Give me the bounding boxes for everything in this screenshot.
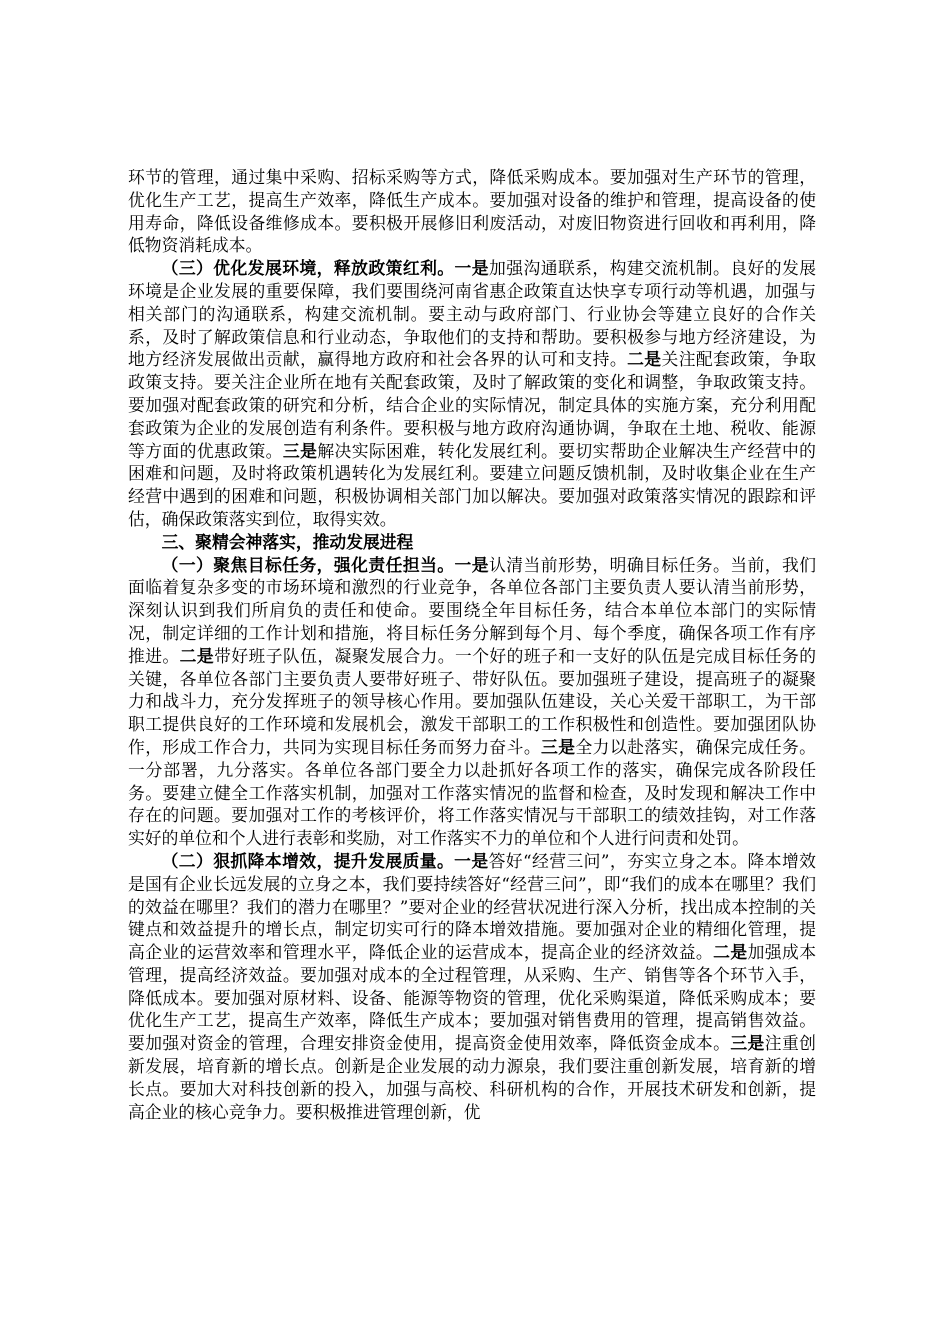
bold-text-run: 二是: [179, 645, 215, 666]
text-run: 解决实际困难，转化发展红利。要切实帮助企业解决生产经营中的困难和问题，及时将政策机遇转化为发展红利。要建立问题反馈机制，及时收集企业在生产经营中遇到的困难和问题，积极协调相关部门加以解决。要加强对政策落实情况的跟踪和评估，确保政策落实到位，取得实效。: [128, 440, 816, 529]
text-run: 环节的管理，通过集中采购、招标采购等方式，降低采购成本。要加强对生产环节的管理，优化生产工艺，提高生产效率，降低生产成本。要加强对设备的维护和管理，提高设备的使用寿命，降低设备维修成本。要积极开展修旧利废活动，对废旧物资进行回收和再利用，降低物资消耗成本。: [128, 167, 816, 256]
text-run: 带好班子队伍，凝聚发展合力。一个好的班子和一支好的队伍是完成目标任务的关键，各单位各部门主要负责人要带好班子、带好队伍。要加强班子建设，提高班子的凝聚力和战斗力，充分发挥班子的领导核心作用。要加强队伍建设，关心关爱干部职工，为干部职工提供良好的工作环境和发展机会，激发干部职工的工作积极性和创造性。要加强团队协作，形成工作合力，共同为实现目标任务而努力奋斗。: [128, 645, 816, 757]
paragraph: [128, 166, 816, 257]
paragraph: [128, 850, 816, 1124]
text-run: 答好“经营三问”，夯实立身之本。降本增效是国有企业长远发展的立身之本，我们要持续答好“经营三问”，即“我们的成本在哪里？我们的效益在哪里？我们的潜力在哪里？”要对企业的经营状况进行深入分析，找出成本控制的关键点和效益提升的增长点，制定切实可行的降本增效措施。要加强对企业的精细化管理，提高企业的运营效率和管理水平，降低企业的运营成本，提高企业的经济效益。: [128, 850, 816, 963]
bold-text-run: 三是: [541, 736, 576, 757]
bold-text-run: 一是: [454, 258, 490, 279]
text-run: 加强沟通联系，构建交流机制。良好的发展环境是企业发展的重要保障，我们要围绕河南省惠企政策直达快享专项行动等机遇，加强与相关部门的沟通联系，构建交流机制。要主动与政府部门、行业协会等建立良好的合作关系，及时了解政策信息和行业动态，争取他们的支持和帮助。要积极参与地方经济建设，为地方经济发展做出贡献，赢得地方政府和社会各界的认可和支持。: [128, 258, 816, 370]
text-run: 注重创新发展，培育新的增长点。创新是企业发展的动力源泉，我们要注重创新发展，培育新的增长点。要加大对科技创新的投入，加强与高校、科研机构的合作，开展技术研发和创新，提高企业的核心竞争力。要积极推进管理创新，优: [128, 1033, 816, 1122]
bold-text-run: 三是: [282, 440, 318, 461]
bold-text-run: 一是: [454, 554, 490, 575]
text-run: 认清当前形势，明确目标任务。当前，我们面临着复杂多变的市场环境和激烈的行业竞争，各单位各部门主要负责人要认清当前形势，深刻认识到我们所肩负的责任和使命。要围绕全年目标任务，结合本单位本部门的实际情况，制定详细的工作计划和措施，将目标任务分解到每个月、每个季度，确保各项工作有序推进。: [128, 554, 816, 666]
paragraph: [128, 531, 816, 554]
text-run: 全力以赴落实，确保完成任务。一分部署，九分落实。各单位各部门要全力以赴抓好各项工作的落实，确保完成各阶段任务。要建立健全工作落实机制，加强对工作落实情况的监督和检查，及时发现和解决工作中存在的问题。要加强对工作的考核评价，将工作落实情况与干部职工的绩效挂钩，对工作落实好的单位和个人进行表彰和奖励，对工作落实不力的单位和个人进行问责和处罚。: [128, 736, 816, 849]
bold-text-run: 三是: [730, 1033, 765, 1054]
paragraph: [128, 257, 816, 531]
text-run: 加强成本管理，提高经济效益。要加强对成本的全过程管理，从采购、生产、销售等各个环节入手，降低成本。要加强对原材料、设备、能源等物资的管理，优化采购渠道，降低采购成本；要优化生产工艺，提高生产效率，降低生产成本；要加强对销售费用的管理，提高销售效益。要加强对资金的管理，合理安排资金使用，提高资金使用效率，降低资金成本。: [128, 942, 816, 1054]
text-run: 关注配套政策，争取政策支持。要关注企业所在地有关配套政策，及时了解政策的变化和调整，争取政策支持。要加强对配套政策的研究和分析，结合企业的实际情况，制定具体的实施方案，充分利用配套政策为企业的发展创造有利条件。要积极与地方政府沟通协调，争取在土地、税收、能源等方面的优惠政策。: [128, 349, 816, 461]
document-page: [128, 166, 816, 1123]
paragraph: [128, 554, 816, 850]
bold-text-run: （一）聚焦目标任务，强化责任担当。: [161, 554, 455, 575]
bold-text-run: 二是: [627, 349, 662, 370]
bold-text-run: （二）狠抓降本增效，提升发展质量。: [161, 850, 455, 871]
bold-text-run: （三）优化发展环境，释放政策红利。: [161, 258, 455, 279]
bold-text-run: 二是: [713, 942, 748, 963]
bold-text-run: 三、聚精会神落实，推动发展进程: [161, 531, 414, 552]
bold-text-run: 一是: [454, 850, 489, 871]
